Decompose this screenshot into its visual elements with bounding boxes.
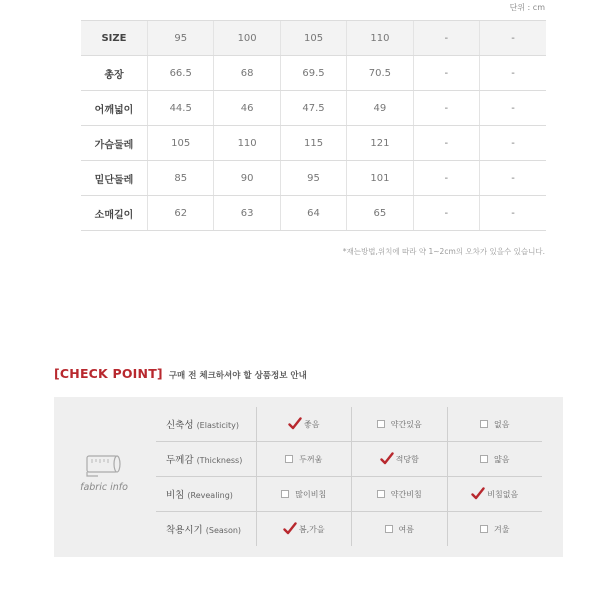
option-label: 겨울 — [494, 524, 510, 534]
size-table — [81, 20, 546, 231]
option-label: 약간있음 — [390, 419, 422, 429]
option-cell[interactable] — [447, 407, 543, 441]
row-label: 총장 — [81, 56, 148, 91]
size-header-cell: - — [480, 21, 546, 56]
table-cell: - — [480, 161, 546, 196]
option-label: 두꺼움 — [299, 454, 323, 464]
size-header-cell: - — [413, 21, 479, 56]
table-row — [81, 56, 546, 91]
checkpoint-panel — [54, 397, 563, 557]
option-cell[interactable] — [351, 477, 447, 511]
table-cell: 70.5 — [347, 56, 413, 91]
table-cell: - — [413, 126, 479, 161]
attribute-name-en: (Revealing) — [187, 491, 233, 500]
checkpoint-row — [156, 512, 542, 546]
table-cell: 115 — [280, 126, 346, 161]
table-cell: 65 — [347, 196, 413, 231]
row-label: 소매길이 — [81, 196, 148, 231]
check-mark-icon — [288, 417, 302, 431]
attribute-name-en: (Thickness) — [196, 456, 243, 465]
checkpoint-title: [CHECK POINT] — [54, 366, 163, 381]
option-cell[interactable] — [447, 477, 543, 511]
checkpoint-row — [156, 442, 542, 477]
table-row — [81, 91, 546, 126]
checkpoint-header — [54, 366, 307, 381]
table-row — [81, 126, 546, 161]
option-label: 좋음 — [304, 419, 320, 429]
option-cell[interactable] — [256, 407, 352, 441]
checkbox-icon — [285, 455, 293, 463]
checkpoint-row — [156, 407, 542, 442]
checkbox-icon — [480, 525, 488, 533]
option-label: 적당함 — [395, 454, 419, 464]
option-label: 많이비침 — [295, 489, 327, 499]
table-cell: 49 — [347, 91, 413, 126]
table-cell: 46 — [214, 91, 280, 126]
table-cell: - — [480, 56, 546, 91]
option-cell[interactable] — [256, 477, 352, 511]
option-label: 여름 — [398, 524, 414, 534]
table-cell: - — [480, 196, 546, 231]
table-row — [81, 196, 546, 231]
row-label: 가슴둘레 — [81, 126, 148, 161]
attribute-label — [156, 522, 256, 536]
check-mark-icon — [380, 452, 394, 466]
attribute-label — [156, 417, 256, 431]
table-cell: 110 — [214, 126, 280, 161]
table-cell: 90 — [214, 161, 280, 196]
measurement-note: *재는방법,위치에 따라 약 1~2cm의 오차가 있을수 있습니다. — [342, 247, 545, 256]
table-cell: 85 — [148, 161, 214, 196]
row-label: 어깨넓이 — [81, 91, 148, 126]
option-label: 약간비침 — [390, 489, 422, 499]
table-cell: 68 — [214, 56, 280, 91]
fabric-info-label: fabric info — [80, 482, 128, 493]
table-cell: 62 — [148, 196, 214, 231]
option-cell[interactable] — [256, 442, 352, 476]
table-cell: 101 — [347, 161, 413, 196]
attribute-name-ko: 신축성 — [166, 420, 194, 431]
row-label: 밑단둘레 — [81, 161, 148, 196]
table-cell: - — [413, 56, 479, 91]
table-cell: 69.5 — [280, 56, 346, 91]
table-cell: 66.5 — [148, 56, 214, 91]
check-mark-icon — [283, 522, 297, 536]
table-cell: 95 — [280, 161, 346, 196]
fabric-info — [54, 449, 154, 493]
table-cell: 105 — [148, 126, 214, 161]
table-cell: - — [480, 126, 546, 161]
table-row — [81, 161, 546, 196]
table-cell: 64 — [280, 196, 346, 231]
checkbox-icon — [377, 420, 385, 428]
size-header-cell: 110 — [347, 21, 413, 56]
attribute-name-ko: 착용시기 — [166, 525, 203, 536]
size-header-cell: 95 — [148, 21, 214, 56]
size-header-cell: 105 — [280, 21, 346, 56]
attribute-name-en: (Elasticity) — [196, 421, 240, 430]
attribute-name-ko: 비침 — [166, 490, 185, 501]
attribute-label — [156, 487, 256, 501]
table-cell: - — [413, 161, 479, 196]
attribute-name-en: (Season) — [205, 526, 242, 535]
table-cell: - — [413, 196, 479, 231]
option-cell[interactable] — [447, 442, 543, 476]
option-cell[interactable] — [351, 442, 447, 476]
fabric-roll-icon — [84, 449, 124, 479]
size-table-header-row — [81, 21, 546, 56]
option-cell[interactable] — [351, 512, 447, 546]
attribute-name-ko: 두께감 — [166, 455, 194, 466]
option-label: 없음 — [494, 419, 510, 429]
checkbox-icon — [281, 490, 289, 498]
table-cell: - — [413, 91, 479, 126]
table-cell: 47.5 — [280, 91, 346, 126]
table-cell: 44.5 — [148, 91, 214, 126]
checkpoint-row — [156, 477, 542, 512]
checkbox-icon — [385, 525, 393, 533]
attribute-label — [156, 452, 256, 466]
option-label: 봄,가을 — [298, 524, 325, 534]
checkpoint-grid — [156, 407, 542, 546]
checkbox-icon — [377, 490, 385, 498]
size-header-cell: SIZE — [81, 21, 148, 56]
table-cell: 121 — [347, 126, 413, 161]
option-cell[interactable] — [351, 407, 447, 441]
table-cell: 63 — [214, 196, 280, 231]
option-cell[interactable] — [256, 512, 352, 546]
option-cell[interactable] — [447, 512, 543, 546]
checkpoint-subtitle: 구매 전 체크하셔야 할 상품정보 안내 — [168, 371, 307, 381]
check-mark-icon — [471, 487, 485, 501]
checkbox-icon — [480, 455, 488, 463]
checkbox-icon — [480, 420, 488, 428]
option-label: 비침없음 — [487, 489, 519, 499]
size-header-cell: 100 — [214, 21, 280, 56]
unit-label: 단위 : cm — [509, 3, 545, 12]
table-cell: - — [480, 91, 546, 126]
option-label: 얇음 — [494, 454, 510, 464]
